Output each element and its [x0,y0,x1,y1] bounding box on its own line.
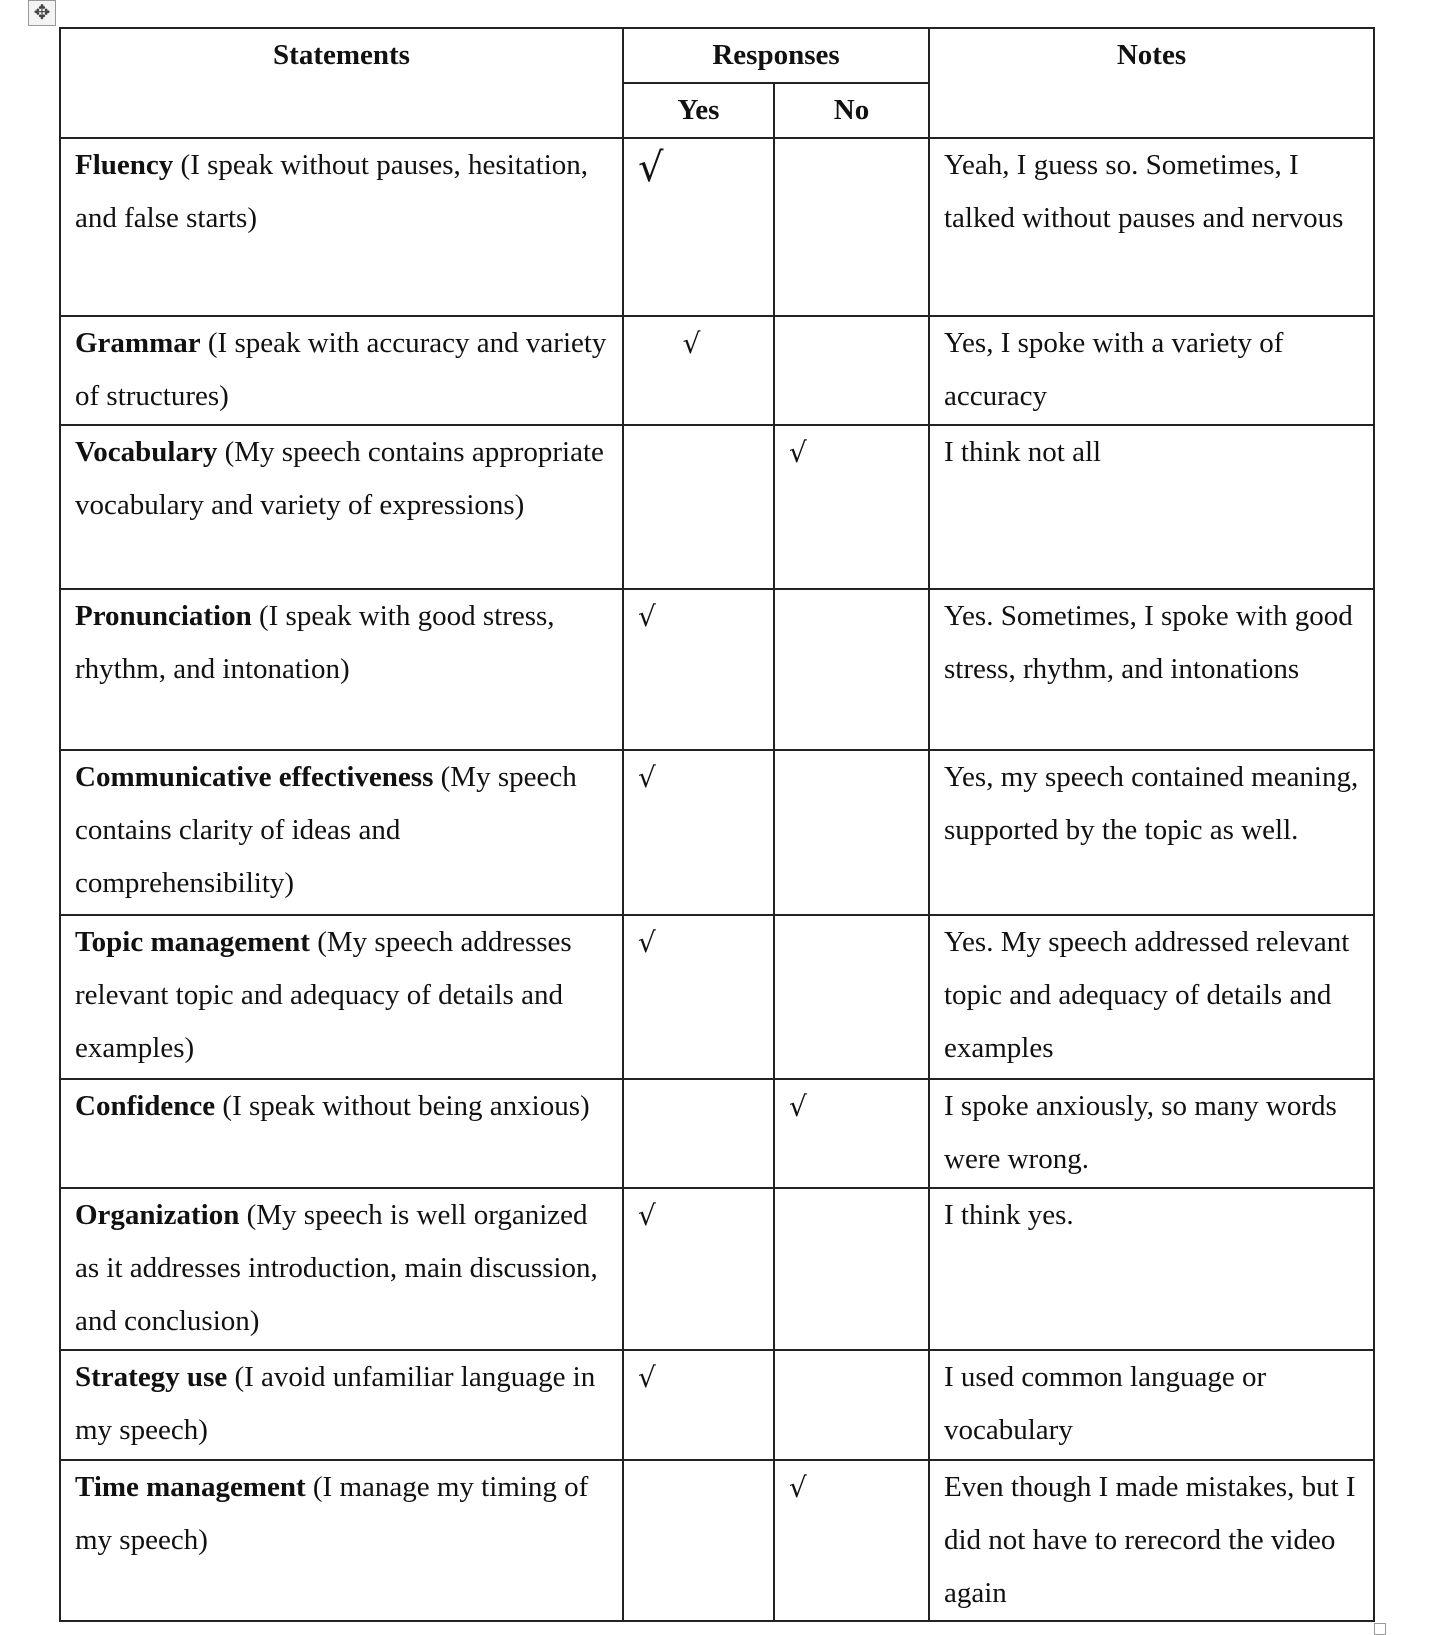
header-responses: Responses [623,28,929,83]
statement-cell [60,1079,623,1188]
table-row [60,1460,1374,1621]
table-row [60,138,1374,316]
response-yes-cell: √ [623,316,774,425]
note-cell: Yes. Sometimes, I spoke with good stress, rhythm, and intonations [929,589,1374,750]
statement-description: (I avoid unfamiliar language in my speech) [75,1361,596,1446]
statement-term: Vocabulary [75,436,218,468]
statement-description: (I speak without being anxious) [215,1090,590,1122]
statement-description: (I manage my timing of my speech) [75,1471,589,1556]
note-cell: I think yes. [929,1188,1374,1350]
statement-cell [60,425,623,589]
table-row [60,1350,1374,1460]
note-cell: I spoke anxiously, so many words were wrong. [929,1079,1374,1188]
table-row [60,750,1374,915]
note-cell: Yes, I spoke with a variety of accuracy [929,316,1374,425]
response-no-cell [774,589,929,750]
response-yes-cell: √ [623,915,774,1079]
header-statements: Statements [60,28,623,138]
statement-term: Confidence [75,1090,216,1122]
statement-description: (I speak with good stress, rhythm, and intonation) [75,600,555,685]
statement-term: Time management [75,1471,306,1503]
response-yes-cell [623,1460,774,1621]
table-row [60,1188,1374,1350]
statement-description: (My speech contains appropriate vocabulary and variety of expressions) [75,436,604,521]
response-yes-cell: √ [623,589,774,750]
statement-cell [60,915,623,1079]
note-cell: Yes. My speech addressed relevant topic and adequacy of details and examples [929,915,1374,1079]
statement-cell [60,589,623,750]
note-cell: Yeah, I guess so. Sometimes, I talked without pauses and nervous [929,138,1374,316]
header-no: No [774,83,929,138]
statement-term: Topic management [75,926,310,958]
note-cell: Yes, my speech contained meaning, supported by the topic as well. [929,750,1374,915]
response-yes-cell: √ [623,138,774,316]
response-no-cell [774,316,929,425]
statement-cell [60,1350,623,1460]
response-yes-cell [623,425,774,589]
response-yes-cell: √ [623,750,774,915]
response-no-cell [774,1350,929,1460]
statement-description: (I speak with accuracy and variety of structures) [75,327,607,412]
statement-term: Communicative effectiveness [75,761,434,793]
statement-cell [60,1188,623,1350]
table-row [60,915,1374,1079]
table-row [60,316,1374,425]
self-assessment-table [59,27,1375,1622]
response-yes-cell: √ [623,1188,774,1350]
statement-cell [60,1460,623,1621]
statement-term: Organization [75,1199,240,1231]
response-yes-cell: √ [623,1350,774,1460]
statement-cell [60,138,623,316]
response-no-cell: √ [774,1460,929,1621]
header-yes: Yes [623,83,774,138]
table-resize-handle[interactable] [1374,1623,1386,1635]
response-no-cell [774,750,929,915]
table-row [60,1079,1374,1188]
response-no-cell [774,915,929,1079]
statement-cell [60,750,623,915]
statement-description: (My speech is well organized as it addresses introduction, main discussion, and conclusion) [75,1199,598,1337]
response-no-cell: √ [774,1079,929,1188]
response-no-cell [774,1188,929,1350]
response-yes-cell [623,1079,774,1188]
note-cell: I think not all [929,425,1374,589]
statement-description: (I speak without pauses, hesitation, and false starts) [75,149,589,234]
table-row [60,589,1374,750]
statement-cell [60,316,623,425]
statement-term: Strategy use [75,1361,228,1393]
note-cell: Even though I made mistakes, but I did not have to rerecord the video again [929,1460,1374,1621]
note-cell: I used common language or vocabulary [929,1350,1374,1460]
table-row [60,425,1374,589]
statement-term: Pronunciation [75,600,252,632]
statement-term: Fluency [75,149,174,181]
header-notes: Notes [929,28,1374,138]
statement-term: Grammar [75,327,201,359]
statement-description: (My speech contains clarity of ideas and comprehensibility) [75,761,577,899]
table-move-handle-icon[interactable]: ✥ [28,0,56,26]
response-no-cell: √ [774,425,929,589]
response-no-cell [774,138,929,316]
statement-description: (My speech addresses relevant topic and adequacy of details and examples) [75,926,572,1064]
